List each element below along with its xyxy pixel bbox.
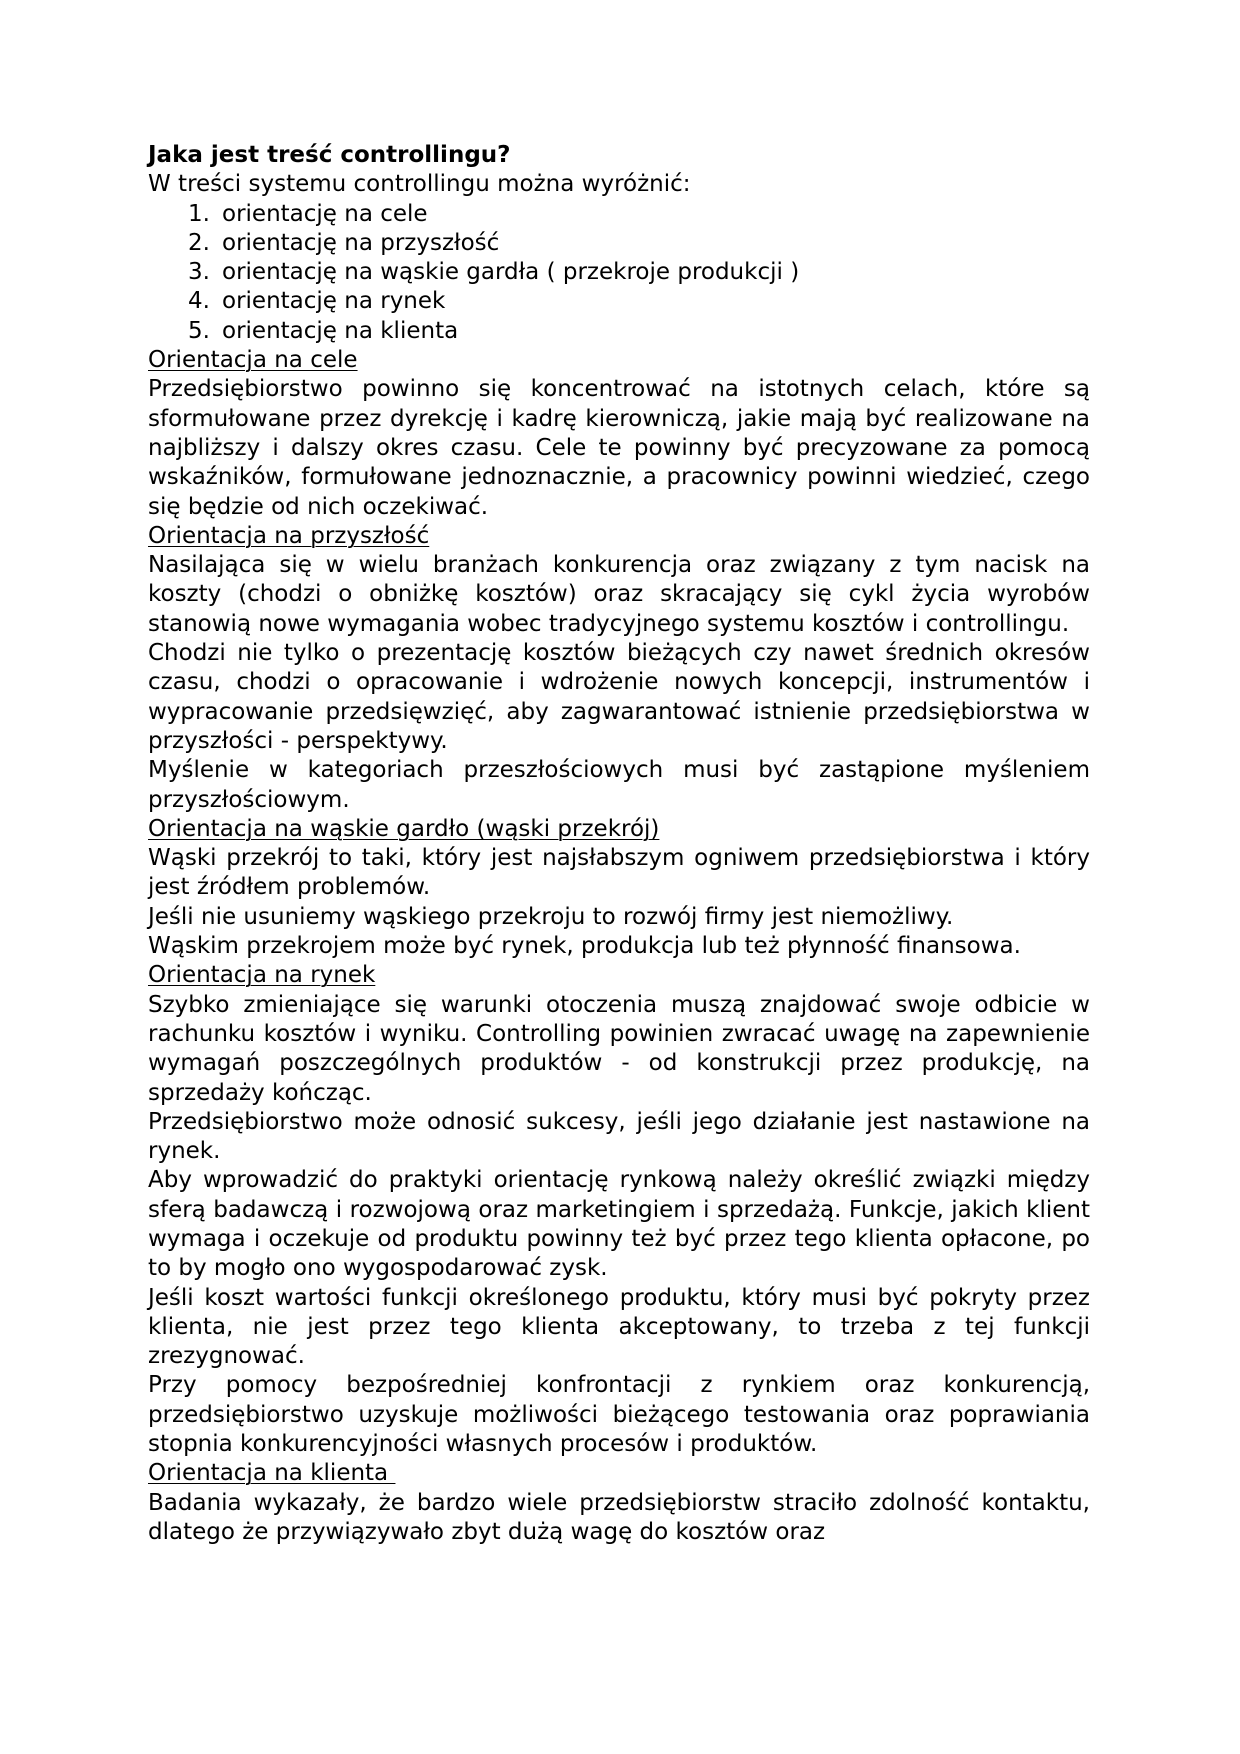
list-number: 5.	[188, 317, 210, 344]
paragraph: Jeśli nie usuniemy wąskiego przekroju to rozwój firmy jest niemożliwy.	[148, 903, 954, 930]
paragraph: Wąskim przekrojem może być rynek, produkcja lub też płynność finansowa.	[148, 933, 1021, 960]
list-item	[148, 287, 1090, 316]
document-title: Jaka jest treść controllingu?	[148, 142, 511, 168]
list-number: 3.	[188, 259, 210, 286]
section-heading-goals: Orientacja na cele	[148, 347, 358, 374]
paragraph: Chodzi nie tylko o prezentację kosztów bieżących czy nawet średnich okresów czasu, chodzi o opracowanie i wdrożenie nowych koncepcji, instrumentów i wypracowanie przedsięwzięć, aby zagwarantować istnienie przedsiębiorstwa w przyszłości - perspektywy.	[148, 640, 1090, 754]
paragraph: Nasilająca się w wielu branżach konkurencja oraz związany z tym nacisk na koszty (chodzi o obniżkę kosztów) oraz skracający się cykl życia wyrobów stanowią nowe wymagania wobec tradycyjnego systemu kosztów i controllingu.	[148, 552, 1090, 637]
list-item	[148, 200, 1090, 229]
list-item-text: orientację na wąskie gardła ( przekroje produkcji )	[222, 259, 800, 286]
section-heading-market: Orientacja na rynek	[148, 962, 376, 989]
paragraph: Jeśli koszt wartości funkcji określonego produktu, który musi być pokryty przez klienta, nie jest przez tego klienta akceptowany, to trzeba z tej funkcji zrezygnować.	[148, 1284, 1090, 1370]
list-item-text: orientację na przyszłość	[222, 229, 500, 256]
list-item-text: orientację na klienta	[222, 317, 459, 344]
paragraph: Przedsiębiorstwo może odnosić sukcesy, jeśli jego działanie jest nastawione na rynek.	[148, 1108, 1090, 1165]
list-item	[148, 258, 1090, 287]
paragraph: Przy pomocy bezpośredniej konfrontacji z rynkiem oraz konkurencją, przedsiębiorstwo uzyskuje możliwości bieżącego testowania oraz poprawiania stopnia konkurencyjności własnych procesów i produktów.	[148, 1372, 1090, 1458]
list-number: 2.	[188, 229, 210, 256]
paragraph: Myślenie w kategoriach przeszłościowych musi być zastąpione myśleniem przyszłościowym.	[148, 757, 1090, 813]
paragraph: Przedsiębiorstwo powinno się koncentrować na istotnych celach, które są sformułowane przez dyrekcję i kadrę kierowniczą, jakie mają być realizowane na najbliższy i dalszy okres czasu. Cele te powinny być precyzowane za pomocą wskaźników, formułowane jednoznacznie, a pracownicy powinni wiedzieć, czego się będzie od nich oczekiwać.	[148, 376, 1090, 520]
list-item	[148, 229, 1090, 258]
paragraph: Badania wykazały, że bardzo wiele przedsiębiorstw straciło zdolność kontaktu, dlatego że przywiązywało zbyt dużą wagę do kosztów oraz	[148, 1489, 1090, 1545]
paragraph: Wąski przekrój to taki, który jest najsłabszym ogniwem przedsiębiorstwa i który jest źródłem problemów.	[148, 845, 1090, 901]
section-heading-bottleneck: Orientacja na wąskie gardło (wąski przekrój)	[148, 815, 660, 842]
list-number: 4.	[188, 288, 210, 315]
paragraph: Aby wprowadzić do praktyki orientację rynkową należy określić związki między sferą badawczą i rozwojową oraz marketingiem i sprzedażą. Funkcje, jakich klient wymaga i oczekuje od produktu powinny też być przez tego klienta opłacone, po to by mogło ono wygospodarować zysk.	[148, 1167, 1090, 1282]
section-heading-future: Orientacja na przyszłość	[148, 522, 430, 549]
numbered-list	[148, 200, 1090, 346]
list-item	[148, 317, 1090, 346]
paragraph: Szybko zmieniające się warunki otoczenia muszą znajdować swoje odbicie w rachunku kosztów i wyniku. Controlling powinien zwracać uwagę na zapewnienie wymagań poszczególnych produktów - od konstrukcji przez produkcję, na sprzedaży kończąc.	[148, 991, 1090, 1106]
list-item-text: orientację na cele	[222, 200, 428, 227]
section-heading-customer: Orientacja na klienta	[148, 1460, 396, 1487]
intro-text: W treści systemu controllingu można wyróżnić:	[148, 171, 691, 198]
list-item-text: orientację na rynek	[222, 288, 446, 315]
document-page	[148, 141, 1090, 1547]
list-number: 1.	[188, 200, 210, 227]
